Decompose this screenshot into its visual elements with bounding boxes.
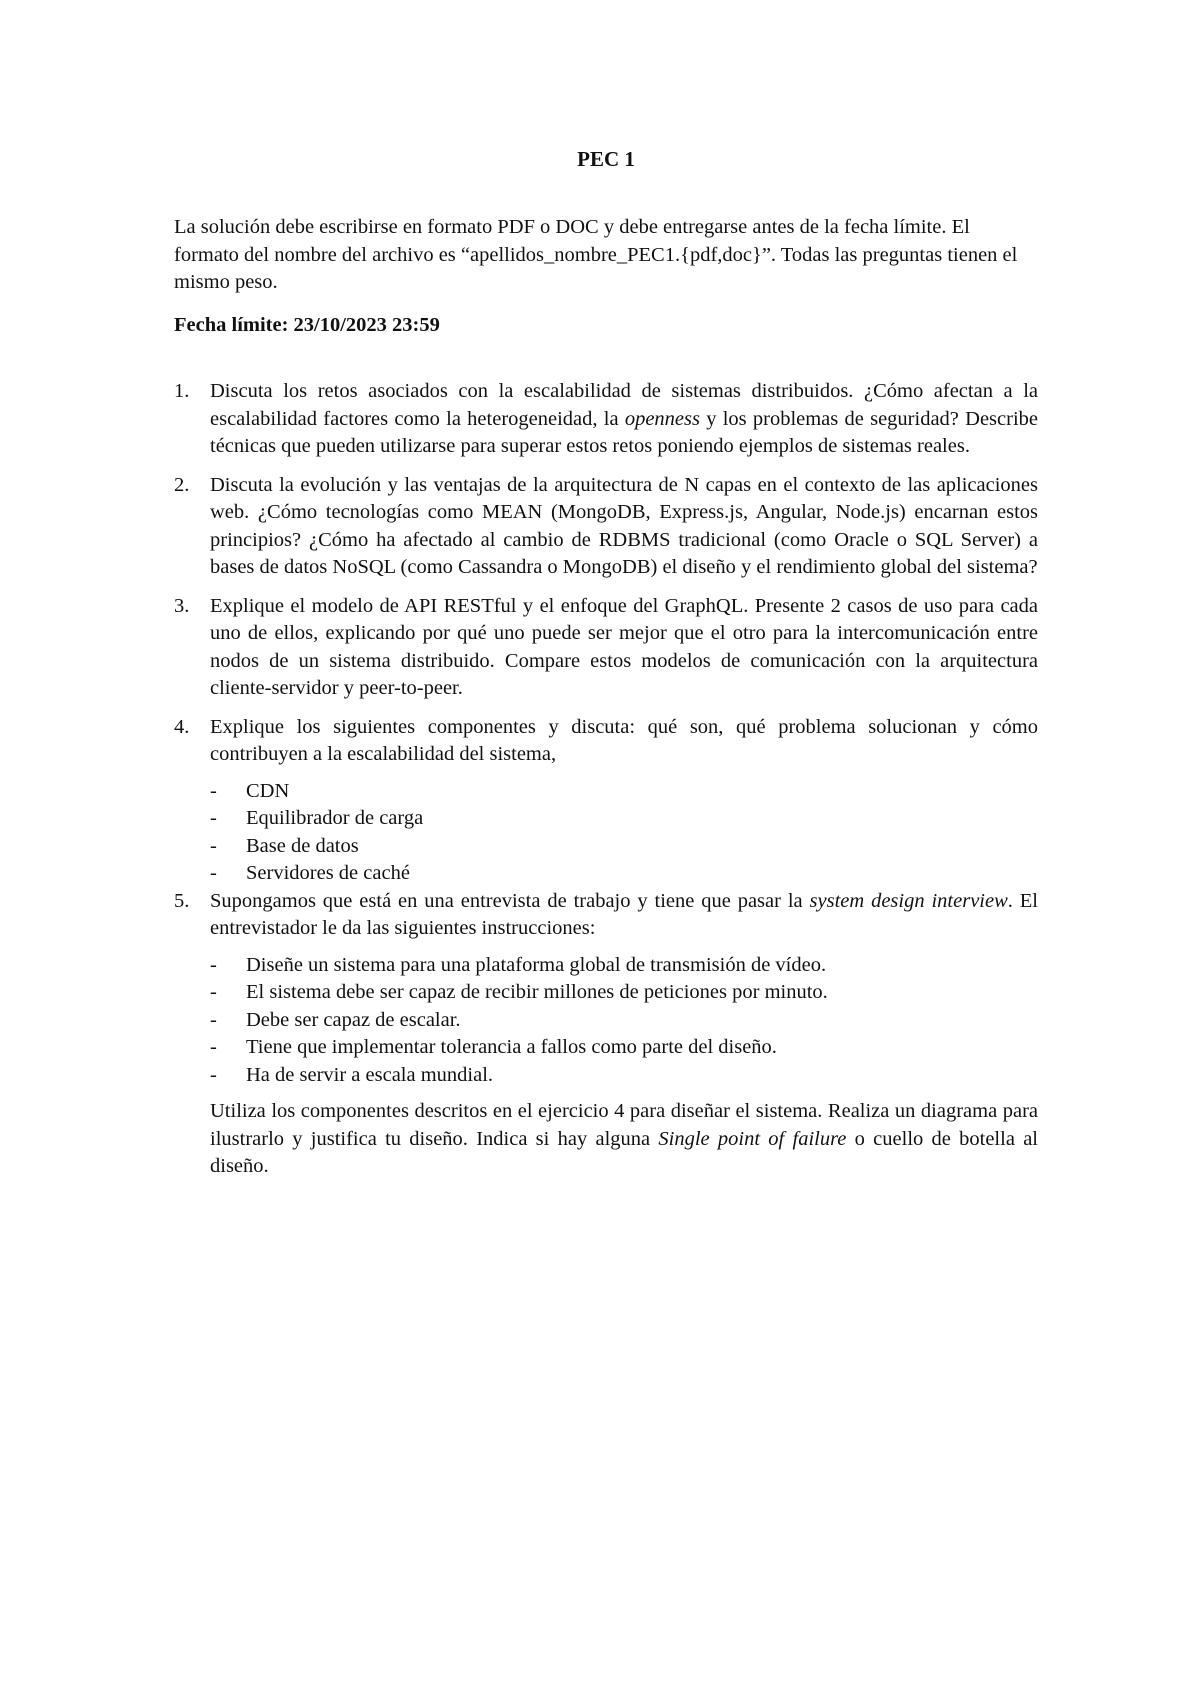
component-list: [210, 778, 1038, 888]
question-emphasis: openness: [624, 407, 700, 430]
question-text: [210, 888, 1038, 943]
list-item-text: Ha de servir a escala mundial.: [246, 1063, 494, 1086]
list-item: [210, 1034, 1038, 1062]
dash-bullet: -: [210, 953, 217, 976]
closing-paragraph: [210, 1098, 1038, 1181]
list-item: [210, 805, 1038, 833]
list-item-text: Equilibrador de carga: [246, 807, 424, 829]
list-item-text: CDN: [246, 779, 290, 802]
list-item: [210, 833, 1038, 861]
list-item-text: El sistema debe ser capaz de recibir millones de peticiones por minuto.: [246, 981, 828, 1003]
list-item: [210, 1007, 1038, 1035]
dash-bullet: -: [210, 862, 217, 884]
question-4: [174, 714, 1038, 888]
list-item-text: Tiene que implementar tolerancia a fallos como parte del diseño.: [246, 1036, 777, 1058]
question-text-part: Supongamos que está en una entrevista de trabajo y tiene que pasar la: [210, 889, 810, 912]
instruction-list: [210, 952, 1038, 1090]
list-item: [210, 860, 1038, 888]
list-item: [210, 952, 1038, 980]
closing-text-part: o cuello de botella al diseño.: [210, 1127, 1038, 1177]
list-item: [210, 979, 1038, 1007]
question-number: 1.: [174, 380, 190, 402]
page-title: PEC 1: [577, 147, 635, 171]
question-text-part: Discuta los retos asociados con la escalabilidad de sistemas distribuidos. ¿Cómo afectan a la escalabilidad factores como la heterogeneidad, la: [210, 380, 1038, 430]
dash-bullet: -: [210, 981, 217, 1003]
dash-bullet: -: [210, 1036, 217, 1058]
question-3: [174, 593, 1038, 703]
dash-bullet: -: [210, 779, 217, 802]
list-item-text: Debe ser capaz de escalar.: [246, 1008, 461, 1031]
question-1: [174, 378, 1038, 461]
question-emphasis: system design interview: [809, 889, 1008, 912]
question-5: [174, 888, 1038, 1181]
dash-bullet: -: [210, 1008, 217, 1031]
question-text: Explique el modelo de API RESTful y el enfoque del GraphQL. Presente 2 casos de uso para cada uno de ellos, explicando por qué uno puede ser mejor que el otro para la intercomunicación entre nodos de un sistema distribuido. Compare estos modelos de comunicación con la arquitectura cliente-servidor y peer-to-peer.: [210, 594, 1038, 699]
dash-bullet: -: [210, 1063, 217, 1086]
question-text-part: . El entrevistador le da las siguientes instrucciones:: [210, 889, 1038, 939]
dash-bullet: -: [210, 834, 217, 857]
question-text: Discuta la evolución y las ventajas de la arquitectura de N capas en el contexto de las aplicaciones web. ¿Cómo tecnologías como MEAN (MongoDB, Express.js, Angular, Node.js) encarnan estos principios? ¿Cómo ha afectado al cambio de RDBMS tradicional (como Oracle o SQL Server) a bases de datos NoSQL (como Cassandra o MongoDB) el diseño y el rendimiento global del sistema?: [210, 473, 1038, 578]
deadline: Fecha límite: 23/10/2023 23:59: [174, 314, 440, 336]
intro-paragraph: La solución debe escribirse en formato PDF o DOC y debe entregarse antes de la fecha límite. El formato del nombre del archivo es “apellidos_nombre_PEC1.{pdf,doc}”. Todas las preguntas tienen el mismo peso.: [174, 216, 1018, 293]
list-item: [210, 1062, 1038, 1090]
list-item: [210, 778, 1038, 806]
question-text: [210, 378, 1038, 461]
closing-emphasis: Single point of failure: [658, 1127, 847, 1150]
list-item-text: Servidores de caché: [246, 862, 410, 884]
closing-text-part: Utiliza los componentes descritos en el ejercicio 4 para diseñar el sistema. Realiza un diagrama para ilustrarlo y justifica tu diseño. Indica si hay alguna: [210, 1100, 1038, 1150]
question-text-part: y los problemas de seguridad? Describe técnicas que pueden utilizarse para superar estos retos poniendo ejemplos de sistemas reales.: [210, 407, 1038, 457]
list-item-text: Base de datos: [246, 834, 359, 857]
dash-bullet: -: [210, 807, 217, 829]
question-number: 3.: [174, 594, 190, 617]
question-number: 5.: [174, 889, 190, 912]
question-2: [174, 472, 1038, 582]
list-item-text: Diseñe un sistema para una plataforma global de transmisión de vídeo.: [246, 953, 827, 976]
question-number: 4.: [174, 715, 190, 738]
question-number: 2.: [174, 473, 190, 496]
question-text: Explique los siguientes componentes y discuta: qué son, qué problema solucionan y cómo contribuyen a la escalabilidad del sistema,: [210, 715, 1038, 765]
question-list: [174, 378, 1038, 1181]
